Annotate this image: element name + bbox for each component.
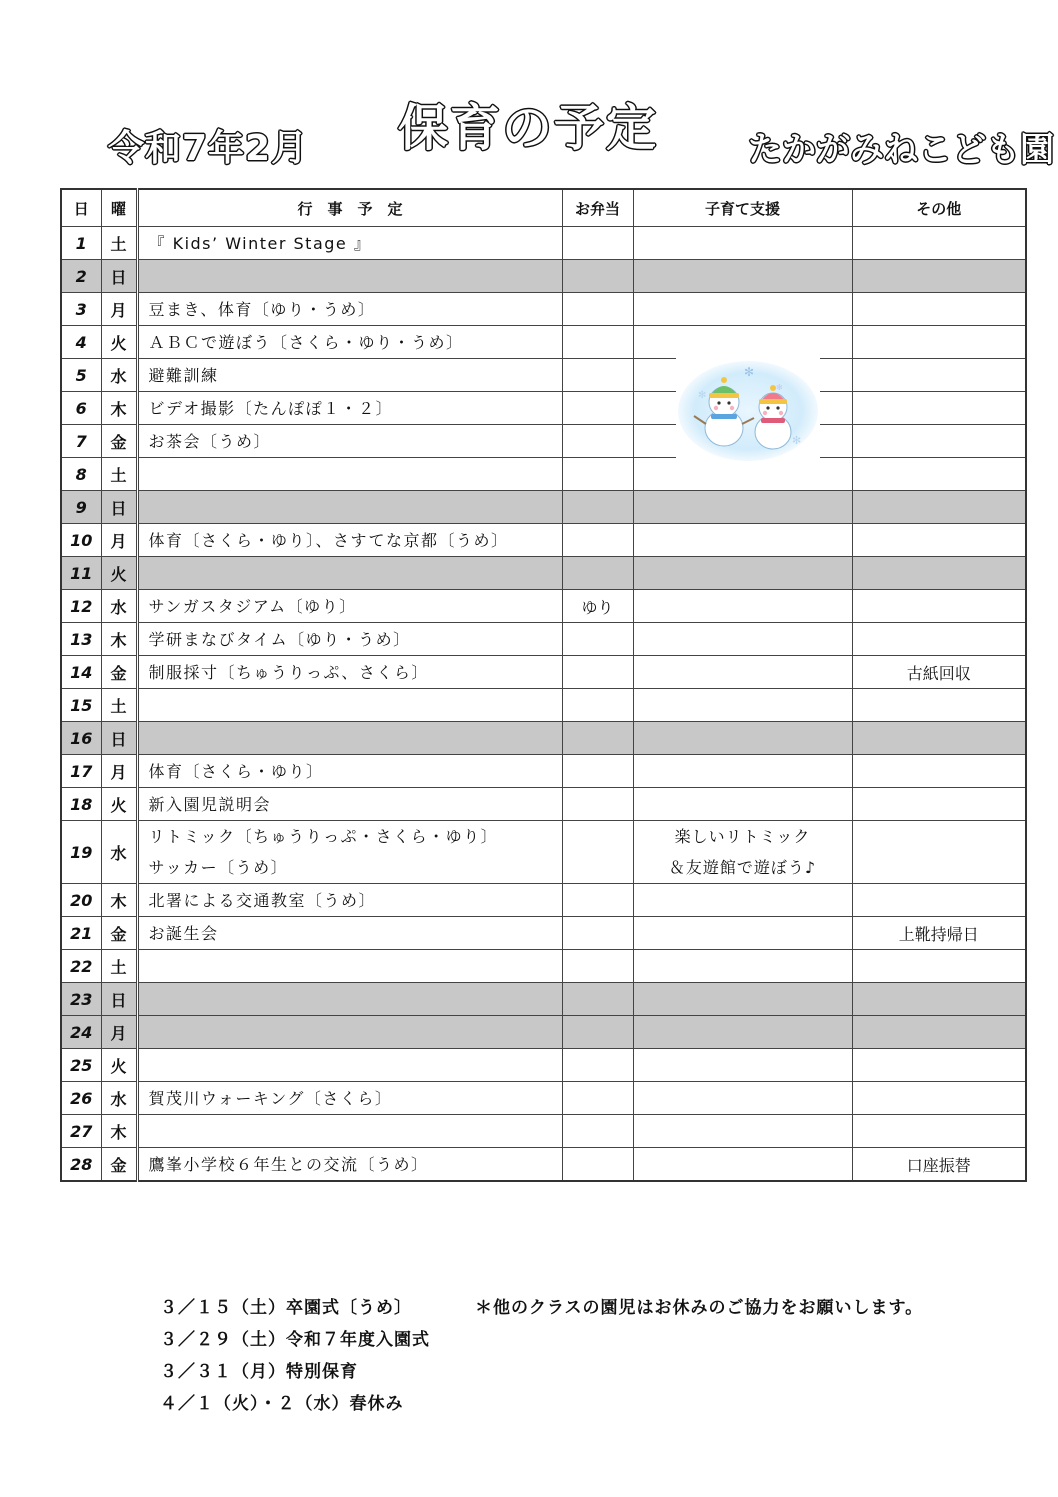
events-cell [137,590,562,623]
events-cell [137,755,562,788]
table-row [61,689,1026,722]
event-text: 制服採寸〔ちゅうりっぷ、さくら〕 [148,662,429,682]
support-cell [633,917,852,950]
event-text: 体育〔さくら・ゆり〕 [148,761,324,781]
day-number: 22 [61,950,101,983]
table-row [61,260,1026,293]
other-cell: 口座振替 [852,1148,1026,1182]
support-cell [633,524,852,557]
bento-cell [562,950,633,983]
day-number: 15 [61,689,101,722]
support-text: ＆友遊館で遊ぼう♪ [668,858,817,877]
other-cell [852,392,1026,425]
support-cell [633,1016,852,1049]
day-of-week: 土 [101,227,137,260]
table-row [61,722,1026,755]
other-cell [852,425,1026,458]
event-text: 鷹峯小学校６年生との交流〔うめ〕 [148,1154,429,1174]
events-cell [137,689,562,722]
day-number: 18 [61,788,101,821]
day-of-week: 火 [101,557,137,590]
svg-text:✻: ✻ [744,365,755,379]
support-cell [633,1115,852,1148]
other-cell [852,1082,1026,1115]
day-number: 2 [61,260,101,293]
day-of-week: 木 [101,884,137,917]
events-cell [137,788,562,821]
events-cell [137,557,562,590]
support-cell [633,821,852,884]
day-number: 20 [61,884,101,917]
support-cell [633,983,852,1016]
table-row [61,821,1026,884]
events-cell [137,392,562,425]
page-title: 保育の予定 [398,99,658,157]
table-header-row [61,189,1026,227]
day-of-week: 月 [101,293,137,326]
bento-cell [562,1082,633,1115]
support-cell [633,227,852,260]
table-row [61,425,1026,458]
other-cell [852,689,1026,722]
bento-cell: ゆり [562,590,633,623]
other-cell [852,524,1026,557]
other-cell [852,722,1026,755]
day-number: 8 [61,458,101,491]
bento-cell [562,260,633,293]
events-cell [137,425,562,458]
day-number: 28 [61,1148,101,1182]
other-cell [852,821,1026,884]
bento-cell [562,524,633,557]
day-of-week: 火 [101,1049,137,1082]
bento-cell [562,884,633,917]
col-header-dow: 曜 [101,189,137,227]
note-extra: ＊他のクラスの園児はお休みのご協力をお願いします。 [475,1298,924,1318]
table-row [61,524,1026,557]
day-number: 23 [61,983,101,1016]
schedule-table [60,188,1027,1182]
day-of-week: 土 [101,950,137,983]
table-row [61,458,1026,491]
note-line: ４／１（火）・２（水）春休み [160,1394,404,1414]
day-of-week: 金 [101,656,137,689]
other-cell [852,260,1026,293]
events-cell [137,917,562,950]
bento-cell [562,491,633,524]
bento-cell [562,227,633,260]
day-of-week: 木 [101,1115,137,1148]
table-row [61,1049,1026,1082]
day-of-week: 木 [101,623,137,656]
day-of-week: 月 [101,524,137,557]
table-row [61,1115,1026,1148]
other-cell [852,755,1026,788]
bento-cell [562,425,633,458]
other-cell [852,1115,1026,1148]
day-number: 1 [61,227,101,260]
day-number: 3 [61,293,101,326]
day-of-week: 木 [101,392,137,425]
events-cell [137,326,562,359]
table-row [61,557,1026,590]
bento-cell [562,359,633,392]
table-row [61,755,1026,788]
other-cell: 上靴持帰日 [852,917,1026,950]
bento-cell [562,392,633,425]
bento-cell [562,557,633,590]
event-text: ＡＢＣで遊ぼう〔さくら・ゆり・うめ〕 [148,332,464,352]
note-line: ３／１５（土）卒園式〔うめ〕 [160,1298,412,1318]
events-cell [137,1082,562,1115]
other-cell [852,491,1026,524]
day-number: 19 [61,821,101,884]
events-cell [137,1115,562,1148]
table-row [61,491,1026,524]
events-cell [137,359,562,392]
support-cell [633,1049,852,1082]
other-cell [852,1049,1026,1082]
svg-text:✻: ✻ [792,434,802,447]
day-of-week: 水 [101,590,137,623]
support-cell [633,788,852,821]
day-of-week: 土 [101,458,137,491]
support-cell [633,884,852,917]
table-row [61,1016,1026,1049]
table-row [61,884,1026,917]
support-cell [633,491,852,524]
event-text: ビデオ撮影〔たんぽぽ１・２〕 [148,398,394,418]
day-of-week: 水 [101,359,137,392]
svg-text:✻: ✻ [698,390,707,401]
day-number: 24 [61,1016,101,1049]
table-row [61,359,1026,392]
other-cell [852,884,1026,917]
other-cell [852,458,1026,491]
event-text: お茶会〔うめ〕 [148,431,272,451]
day-of-week: 月 [101,755,137,788]
support-cell [633,590,852,623]
day-of-week: 日 [101,260,137,293]
support-cell [633,326,852,359]
svg-text:✻: ✻ [776,383,783,392]
table-row [61,788,1026,821]
table-row [61,293,1026,326]
table-row [61,917,1026,950]
day-of-week: 日 [101,983,137,1016]
events-cell [137,983,562,1016]
events-cell [137,1049,562,1082]
support-cell [633,557,852,590]
events-cell [137,458,562,491]
snowman-icon [676,358,820,464]
events-cell [137,1016,562,1049]
day-of-week: 火 [101,788,137,821]
day-of-week: 土 [101,689,137,722]
other-cell [852,788,1026,821]
other-cell [852,623,1026,656]
day-number: 7 [61,425,101,458]
events-cell [137,1148,562,1182]
other-cell [852,557,1026,590]
day-of-week: 金 [101,425,137,458]
events-cell [137,656,562,689]
table-row [61,656,1026,689]
support-cell [633,260,852,293]
table-row [61,326,1026,359]
day-number: 12 [61,590,101,623]
day-of-week: 月 [101,1016,137,1049]
event-text: サンガスタジアム〔ゆり〕 [148,596,357,616]
event-text: お誕生会 [148,923,219,943]
support-cell [633,293,852,326]
event-text: 賀茂川ウォーキング〔さくら〕 [148,1088,393,1108]
day-number: 26 [61,1082,101,1115]
day-number: 10 [61,524,101,557]
support-cell [633,950,852,983]
school-name: たかがみねこども園 [748,130,1054,170]
event-text: 避難訓練 [148,365,219,385]
col-header-bento: お弁当 [562,189,633,227]
day-number: 13 [61,623,101,656]
day-number: 21 [61,917,101,950]
other-cell [852,227,1026,260]
support-text: 楽しいリトミック [674,827,811,846]
bento-cell [562,656,633,689]
day-number: 5 [61,359,101,392]
bento-cell [562,917,633,950]
event-text: 体育〔さくら・ゆり〕、さすてな京都〔うめ〕 [148,530,509,550]
note-line: ３／３１（月）特別保育 [160,1362,358,1382]
other-cell: 古紙回収 [852,656,1026,689]
day-number: 11 [61,557,101,590]
table-row [61,590,1026,623]
table-row [61,623,1026,656]
events-cell [137,227,562,260]
bento-cell [562,1016,633,1049]
event-text: 新入園児説明会 [148,794,272,814]
bento-cell [562,1148,633,1182]
other-cell [852,326,1026,359]
day-of-week: 水 [101,1082,137,1115]
bento-cell [562,821,633,884]
day-number: 9 [61,491,101,524]
col-header-events: 行 事 予 定 [137,189,562,227]
day-of-week: 日 [101,722,137,755]
day-of-week: 日 [101,491,137,524]
table-row [61,950,1026,983]
event-text: リトミック〔ちゅうりっぷ・さくら・ゆり〕 [148,827,499,846]
events-cell [137,293,562,326]
snowman-illustration [676,358,820,464]
day-number: 27 [61,1115,101,1148]
bento-cell [562,458,633,491]
bento-cell [562,689,633,722]
bento-cell [562,1115,633,1148]
bento-cell [562,623,633,656]
col-header-support: 子育て支援 [633,189,852,227]
bento-cell [562,722,633,755]
event-text: 学研まなびタイム〔ゆり・うめ〕 [148,629,411,649]
note-line: ３／２９（土）令和７年度入園式 [160,1330,430,1350]
events-cell [137,722,562,755]
day-number: 25 [61,1049,101,1082]
events-cell [137,491,562,524]
table-row [61,983,1026,1016]
day-of-week: 金 [101,917,137,950]
events-cell [137,884,562,917]
support-cell [633,623,852,656]
other-cell [852,293,1026,326]
col-header-other: その他 [852,189,1026,227]
events-cell [137,260,562,293]
support-cell [633,656,852,689]
schedule-body [61,227,1026,1182]
bento-cell [562,293,633,326]
support-cell [633,1082,852,1115]
other-cell [852,359,1026,392]
bento-cell [562,326,633,359]
bento-cell [562,1049,633,1082]
other-cell [852,983,1026,1016]
event-text: サッカー〔うめ〕 [148,858,289,877]
table-row [61,1082,1026,1115]
day-of-week: 金 [101,1148,137,1182]
day-number: 17 [61,755,101,788]
day-number: 14 [61,656,101,689]
other-cell [852,590,1026,623]
day-of-week: 火 [101,326,137,359]
events-cell [137,623,562,656]
support-cell [633,1148,852,1182]
col-header-day: 日 [61,189,101,227]
day-number: 4 [61,326,101,359]
day-number: 16 [61,722,101,755]
bento-cell [562,755,633,788]
bento-cell [562,983,633,1016]
event-text: 北署による交通教室〔うめ〕 [148,890,377,910]
day-number: 6 [61,392,101,425]
table-row [61,1148,1026,1182]
events-cell [137,524,562,557]
other-cell [852,950,1026,983]
other-cell [852,1016,1026,1049]
table-row [61,227,1026,260]
support-cell [633,722,852,755]
event-text: 豆まき、体育〔ゆり・うめ〕 [148,299,376,319]
support-cell [633,755,852,788]
notes [160,1292,924,1420]
event-text: 『 Kids’ Winter Stage 』 [148,233,372,253]
day-of-week: 水 [101,821,137,884]
events-cell [137,950,562,983]
support-cell [633,689,852,722]
table-row [61,392,1026,425]
bento-cell [562,788,633,821]
events-cell [137,821,562,884]
header-date: 令和7年2月 [108,128,309,169]
